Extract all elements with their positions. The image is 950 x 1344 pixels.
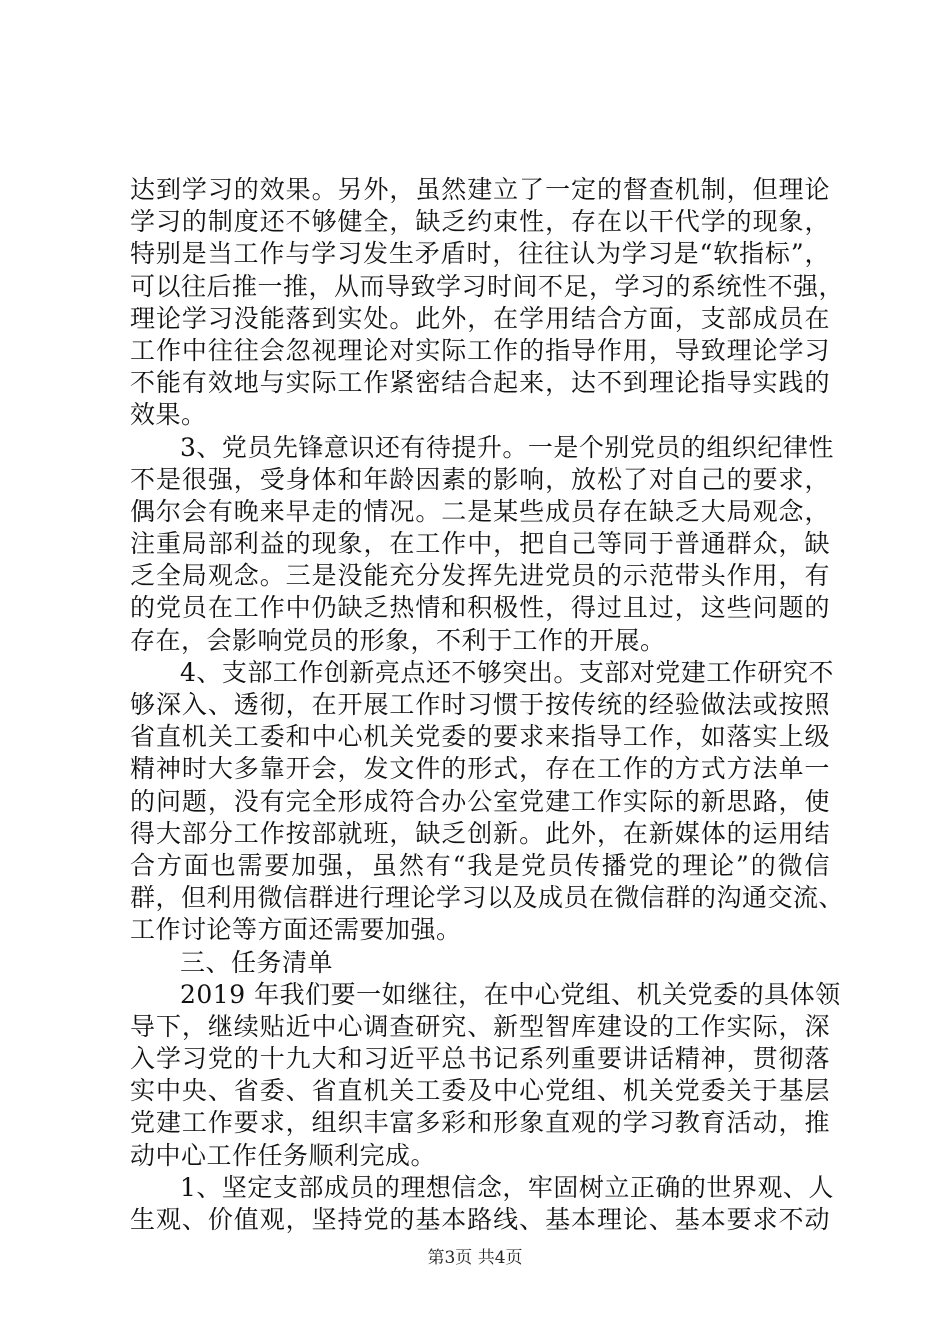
text-line: 入学习党的十九大和习近平总书记系列重要讲话精神，贯彻落	[130, 1044, 830, 1074]
text-line: 群，但利用微信群进行理论学习以及成员在微信群的沟通交流、	[130, 883, 845, 913]
text-line: 1、坚定支部成员的理想信念，牢固树立正确的世界观、人	[180, 1172, 834, 1202]
text-line: 不能有效地与实际工作紧密结合起来，达不到理论指导实践的	[130, 368, 830, 398]
text-line: 2019 年我们要一如继往，在中心党组、机关党委的具体领	[180, 979, 841, 1009]
text-line: 存在，会影响党员的形象，不利于工作的开展。	[130, 625, 666, 655]
text-line: 实中央、省委、省直机关工委及中心党组、机关党委关于基层	[130, 1076, 830, 1106]
text-line: 效果。	[130, 400, 207, 430]
text-line: 的问题，没有完全形成符合办公室党建工作实际的新思路，使	[130, 786, 830, 816]
page-footer: 第3页 共4页	[427, 1248, 523, 1268]
text-line: 生观、价值观，坚持党的基本路线、基本理论、基本要求不动	[130, 1205, 830, 1234]
text-line: 4、支部工作创新亮点还不够突出。支部对党建工作研究不	[180, 657, 834, 687]
text-line: 得大部分工作按部就班，缺乏创新。此外，在新媒体的运用结	[130, 818, 830, 848]
text-line: 动中心工作任务顺利完成。	[130, 1140, 437, 1170]
text-line: 达到学习的效果。另外，虽然建立了一定的督查机制，但理论	[130, 175, 830, 204]
text-line: 导下，继续贴近中心调查研究、新型智库建设的工作实际，深	[130, 1011, 830, 1041]
text-line: 够深入、透彻，在开展工作时习惯于按传统的经验做法或按照	[130, 690, 830, 719]
text-line: 特别是当工作与学习发生矛盾时，往往认为学习是“软指标”，	[130, 239, 830, 269]
body-text	[130, 174, 845, 1236]
text-line: 注重局部利益的现象，在工作中，把自己等同于普通群众，缺	[130, 529, 830, 559]
text-line: 精神时大多靠开会，发文件的形式，存在工作的方式方法单一	[130, 754, 830, 784]
text-line: 学习的制度还不够健全，缺乏约束性，存在以干代学的现象，	[130, 207, 830, 237]
text-line: 工作中往往会忽视理论对实际工作的指导作用，导致理论学习	[130, 335, 830, 365]
text-line: 党建工作要求，组织丰富多彩和形象直观的学习教育活动，推	[130, 1108, 830, 1138]
text-line: 省直机关工委和中心机关党委的要求来指导工作，如落实上级	[130, 722, 830, 752]
text-line: 理论学习没能落到实处。此外，在学用结合方面，支部成员在	[130, 303, 830, 333]
text-line: 可以往后推一推，从而导致学习时间不足，学习的系统性不强，	[130, 271, 845, 301]
text-line: 工作讨论等方面还需要加强。	[130, 915, 462, 945]
text-line: 3、党员先锋意识还有待提升。一是个别党员的组织纪律性	[180, 432, 834, 462]
text-line: 不是很强，受身体和年龄因素的影响，放松了对自己的要求，	[130, 464, 830, 494]
text-line: 的党员在工作中仍缺乏热情和积极性，得过且过，这些问题的	[130, 593, 830, 623]
text-line: 三、任务清单	[180, 947, 334, 977]
text-line: 偶尔会有晚来早走的情况。二是某些成员存在缺乏大局观念，	[130, 496, 830, 526]
text-line: 乏全局观念。三是没能充分发挥先进党员的示范带头作用，有	[130, 561, 830, 591]
text-line: 合方面也需要加强，虽然有“我是党员传播党的理论”的微信	[130, 850, 830, 880]
